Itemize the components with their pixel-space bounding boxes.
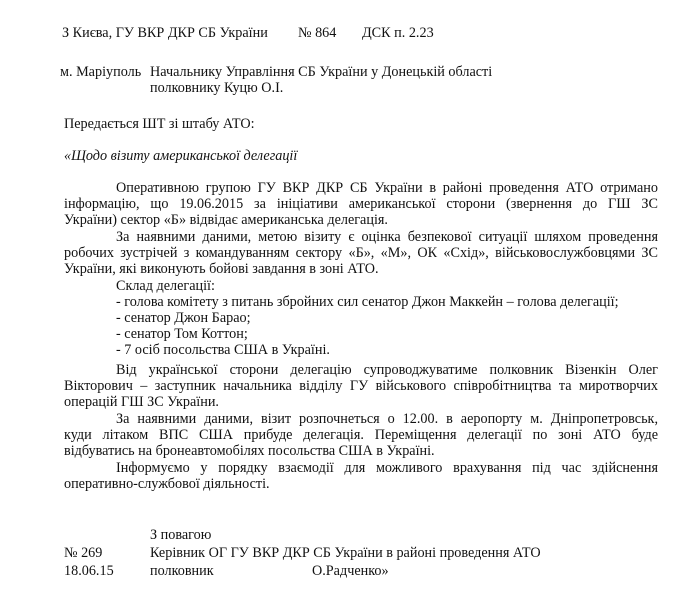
transmission-note: Передається ШТ зі штабу АТО:	[64, 116, 255, 132]
paragraph-5-line-2: оперативно-службової діяльності.	[64, 476, 270, 492]
paragraph-5-line-1: Інформуємо у порядку взаємодії для можливого врахування під час здійснення	[116, 460, 658, 476]
addressee-place: м. Маріуполь	[60, 64, 142, 80]
paragraph-4-line-1: За наявними даними, візит розпочнеться о 12.00. в аеропорту м. Дніпропетровськ,	[116, 411, 658, 427]
document-date: 18.06.15	[64, 563, 114, 579]
paragraph-2-line-3: України, які виконують бойові завдання в зоні АТО.	[64, 261, 379, 277]
sender: З Києва, ГУ ВКР ДКР СБ України	[62, 25, 268, 41]
paragraph-4-line-2: куди літаком ВПС США прибуде делегація. Переміщення делегації по зоні АТО буде	[64, 427, 658, 443]
signatory-name: О.Радченко»	[312, 563, 389, 579]
paragraph-1-line-3: України) сектор «Б» відвідає американська делегація.	[64, 212, 388, 228]
paragraph-2-line-2: робочих зустрічей з командуванням сектору «Б», «М», ОК «Схід», військовослужбовцями ЗС	[64, 245, 658, 261]
composition-item: - сенатор Джон Барао;	[116, 310, 251, 326]
classification-mark: ДСК п. 2.23	[362, 25, 434, 41]
addressee-line-1: Начальнику Управління СБ України у Донецькій області	[150, 64, 493, 80]
paragraph-1-line-2: інформацію, що 19.06.2015 за ініціативи американської сторони (звернення до ГШ ЗС	[64, 196, 658, 212]
outgoing-number: № 269	[64, 545, 103, 561]
paragraph-3-line-2: Вікторович – заступник начальника відділу ГУ військового співробітництва та миротворчих	[64, 378, 658, 394]
paragraph-4-line-3: відбуватись на бронеавтомобілях посольства США в Україні.	[64, 443, 435, 459]
composition-title: Склад делегації:	[116, 278, 215, 294]
subject-line: «Щодо візиту американської делегації	[64, 148, 298, 164]
document-number: № 864	[298, 25, 337, 41]
addressee-line-2: полковнику Куцю О.І.	[150, 80, 284, 96]
paragraph-3-line-3: операцій ГШ ЗС України.	[64, 394, 219, 410]
signatory-rank: полковник	[150, 563, 214, 579]
paragraph-2-line-1: За наявними даними, метою візиту є оцінка безпекової ситуації шляхом проведення	[116, 229, 658, 245]
paragraph-3-line-1: Від української сторони делегацію супроводжуватиме полковник Візенкін Олег	[116, 362, 658, 378]
composition-item: - 7 осіб посольства США в Україні.	[116, 342, 330, 358]
composition-item: - сенатор Том Коттон;	[116, 326, 248, 342]
composition-item: - голова комітету з питань збройних сил сенатор Джон Маккейн – голова делегації;	[116, 294, 619, 310]
regards: З повагою	[150, 527, 212, 543]
paragraph-1-line-1: Оперативною групою ГУ ВКР ДКР СБ України в районі проведення АТО отримано	[116, 180, 658, 196]
signatory-position: Керівник ОГ ГУ ВКР ДКР СБ України в районі проведення АТО	[150, 545, 541, 561]
